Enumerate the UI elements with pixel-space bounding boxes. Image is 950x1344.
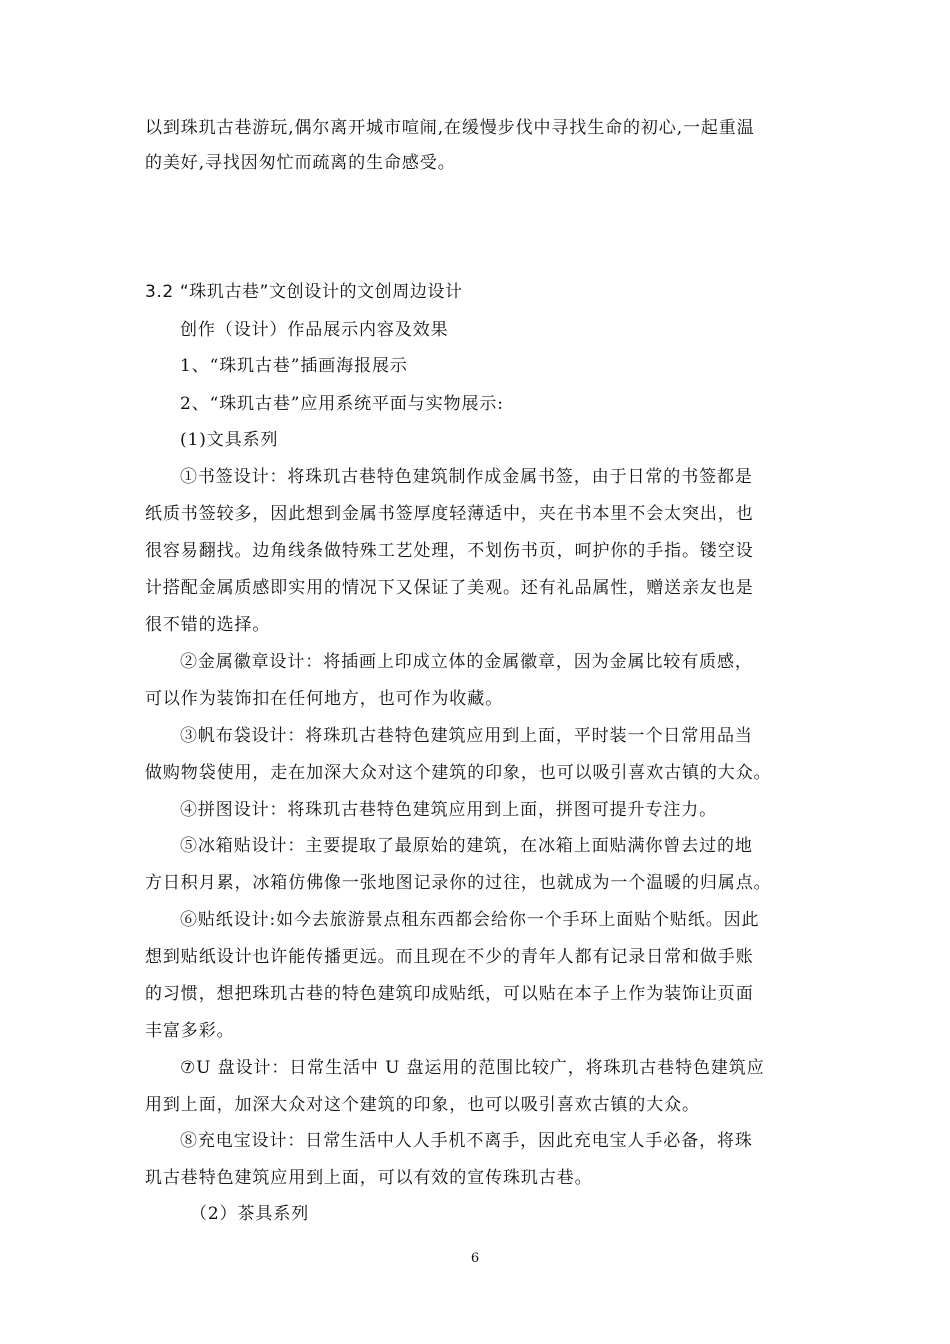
intro-line-2: 的美好,寻找因匆忙而疏离的生命感受。 [145,153,456,173]
bookmark-paragraph-line: 很不错的选择。 [145,615,271,635]
bookmark-paragraph-line: 计搭配金属质感即实用的情况下又保证了美观。还有礼品属性，赠送亲友也是 [145,578,754,598]
list-item-1: 1、“珠玑古巷”插画海报展示 [180,356,408,376]
canvas-bag-paragraph-line: 做购物袋使用，走在加深大众对这个建筑的印象，也可以吸引喜欢古镇的大众。 [145,763,772,783]
usb-paragraph-line: 用到上面，加深大众对这个建筑的印象，也可以吸引喜欢古镇的大众。 [145,1095,700,1115]
sticker-paragraph-line: ⑥贴纸设计:如今去旅游景点租东西都会给你一个手环上面贴个贴纸。因此 [180,910,760,930]
canvas-bag-paragraph-line: ③帆布袋设计：将珠玑古巷特色建筑应用到上面，平时装一个日常用品当 [180,726,753,746]
bookmark-paragraph-line: ①书签设计：将珠玑古巷特色建筑制作成金属书签，由于日常的书签都是 [180,467,753,487]
fridge-magnet-paragraph-line: 方日积月累，冰箱仿佛像一张地图记录你的过往，也就成为一个温暖的归属点。 [145,873,772,893]
fridge-magnet-paragraph-line: ⑤冰箱贴设计：主要提取了最原始的建筑，在冰箱上面贴满你曾去过的地 [180,836,753,856]
section-heading: 3.2 “珠玑古巷”文创设计的文创周边设计 [145,282,463,302]
intro-line-1: 以到珠玑古巷游玩,偶尔离开城市喧闹,在缓慢步伐中寻找生命的初心,一起重温 [145,118,755,138]
list-item-2: 2、“珠玑古巷”应用系统平面与实物展示: [180,394,504,414]
sticker-paragraph-line: 的习惯，想把珠玑古巷的特色建筑印成贴纸，可以贴在本子上作为装饰让页面 [145,984,754,1004]
sticker-paragraph-line: 丰富多彩。 [145,1021,235,1041]
badge-paragraph-line: ②金属徽章设计：将插画上印成立体的金属徽章，因为金属比较有质感， [180,652,753,672]
series-2-title: （2）茶具系列 [190,1204,310,1224]
badge-paragraph-line: 可以作为装饰扣在任何地方，也可作为收藏。 [145,689,503,709]
usb-paragraph-line: ⑦U 盘设计：日常生活中 U 盘运用的范围比较广，将珠玑古巷特色建筑应 [180,1058,765,1078]
power-bank-paragraph-line: 玑古巷特色建筑应用到上面，可以有效的宣传珠玑古巷。 [145,1168,593,1188]
power-bank-paragraph-line: ⑧充电宝设计：日常生活中人人手机不离手，因此充电宝人手必备，将珠 [180,1131,753,1151]
section-subtitle: 创作（设计）作品展示内容及效果 [180,320,449,340]
bookmark-paragraph-line: 很容易翻找。边角线条做特殊工艺处理，不划伤书页，呵护你的手指。镂空设 [145,541,754,561]
series-1-title: (1)文具系列 [180,430,279,450]
sticker-paragraph-line: 想到贴纸设计也许能传播更远。而且现在不少的青年人都有记录日常和做手账 [145,947,754,967]
puzzle-paragraph-line: ④拼图设计：将珠玑古巷特色建筑应用到上面，拼图可提升专注力。 [180,800,717,820]
page-number: 6 [470,1251,480,1266]
bookmark-paragraph-line: 纸质书签较多，因此想到金属书签厚度轻薄适中，夹在书本里不会太突出，也 [145,504,754,524]
